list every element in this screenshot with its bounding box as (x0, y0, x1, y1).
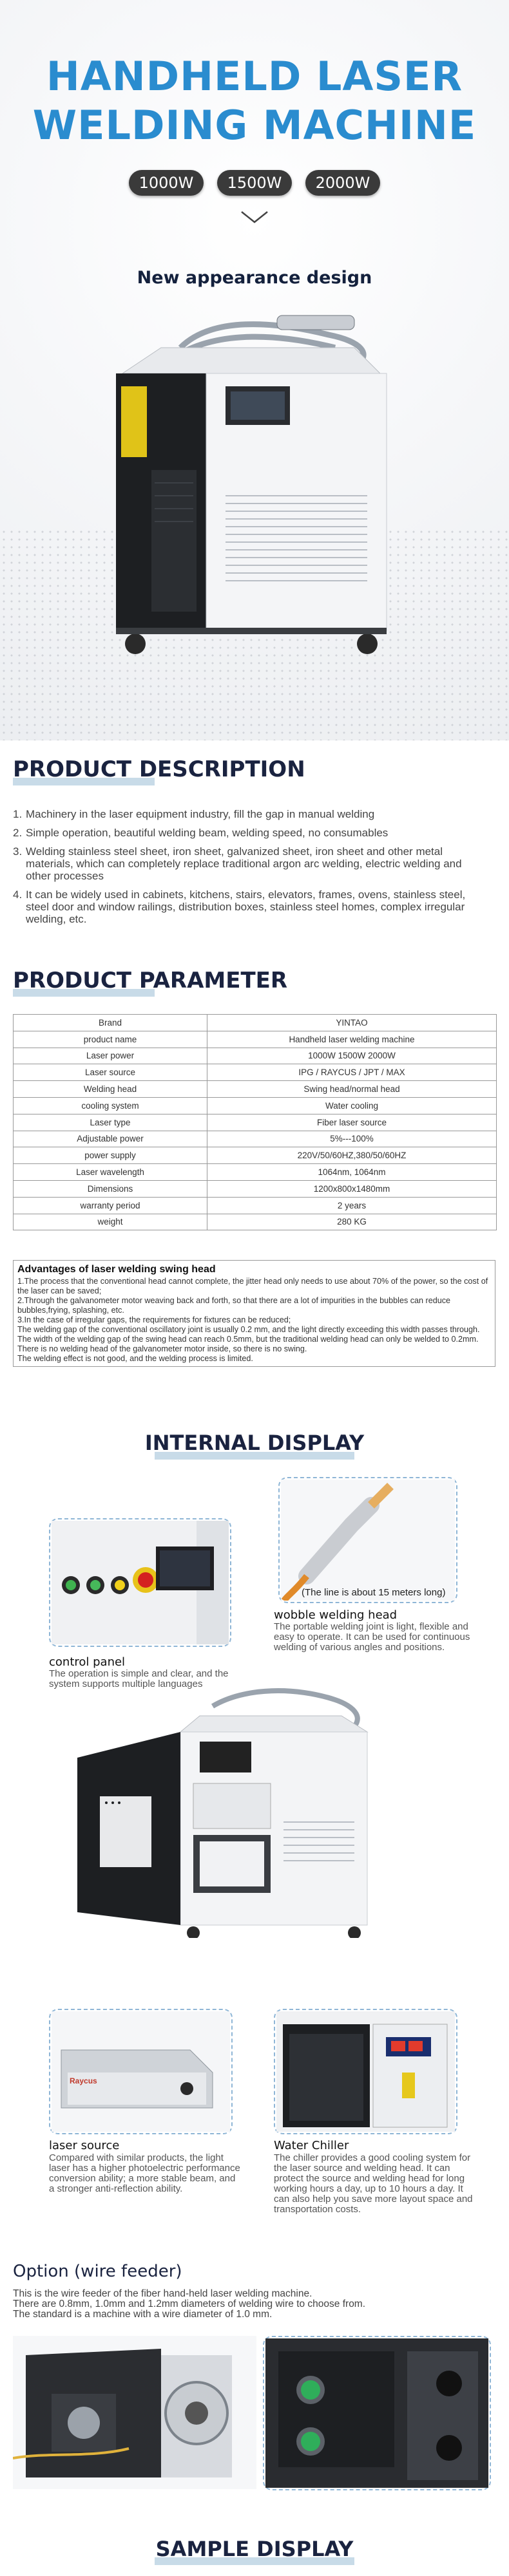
parameter-table (13, 1014, 497, 1230)
hero-title-line1: HANDHELD LASER (46, 53, 463, 100)
advantage-line: The welding effect is not good, and the welding process is limited. (17, 1354, 253, 1363)
control-panel-title: control panel (49, 1655, 126, 1669)
product-description-heading: PRODUCT DESCRIPTION (13, 757, 305, 782)
open-machine-photo (64, 1680, 425, 1938)
raycus-logo: Raycus (70, 2076, 97, 2085)
wire-feeder-photo (13, 2336, 256, 2489)
list-item: 2. Simple operation, beautiful welding beam, welding speed, no consumables (13, 827, 389, 839)
control-panel-text: The operation is simple and clear, and the system supports multiple languages (49, 1668, 229, 1689)
hero-subtitle: New appearance design (137, 268, 372, 288)
product-parameter-heading: PRODUCT PARAMETER (13, 968, 288, 993)
list-item: 3. Welding stainless steel sheet, iron sheet, galvanized sheet, iron sheet and other metal materials, which can completely replace traditional argon arc welding, electric welding and other processes (13, 845, 462, 882)
laser-source-text: Compared with similar products, the light laser has a higher photoelectric performance conversion ability; a more stable beam, and a stronger anti-reflection ability. (49, 2152, 240, 2194)
table-row: cooling system Water cooling (14, 1097, 497, 1114)
advantage-line: 1.The process that the conventional head cannot complete, the jitter head only needs to use about 70% of the power, so the cost of the laser can be saved; (17, 1277, 488, 1295)
welding-torch-photo (281, 1480, 455, 1601)
hero-title-line2: WELDING MACHINE (32, 102, 477, 149)
power-badge-2000: 2000W (305, 170, 380, 196)
advantages-box (13, 1260, 495, 1367)
laser-source-photo (52, 2011, 230, 2132)
table-row: Adjustable power 5%---100% (14, 1131, 497, 1147)
table-row: power supply 220V/50/60HZ,380/50/60HZ (14, 1147, 497, 1164)
welding-machine-illustration (84, 303, 419, 682)
water-chiller-photo (276, 2011, 455, 2132)
table-row: warranty period 2 years (14, 1197, 497, 1214)
control-panel-photo (52, 1521, 229, 1644)
power-badge-1000: 1000W (129, 170, 204, 196)
torch-caption: (The line is about 15 meters long) (302, 1587, 446, 1598)
table-row: weight 280 KG (14, 1214, 497, 1230)
laser-source-title: laser source (49, 2139, 120, 2152)
list-item: 4. It can be widely used in cabinets, kitchens, stairs, elevators, frames, ovens, stainless steel, steel door and window railings, distribution boxes, stainless steel homes, complex irregular welding, etc. (13, 888, 466, 925)
power-badge-1500: 1500W (217, 170, 292, 196)
description-list (13, 808, 490, 932)
table-row: Brand YINTAO (14, 1015, 497, 1031)
advantages-title: Advantages of laser welding swing head (17, 1264, 216, 1275)
wobble-head-text: The portable welding joint is light, flexible and easy to operate. It can be used for continuous welding of various angles and positions. (274, 1621, 470, 1653)
table-row: Welding head Swing head/normal head (14, 1081, 497, 1098)
option-text: This is the wire feeder of the fiber hand-held laser welding machine. There are 0.8mm, 1.0mm and 1.2mm diameters of welding wire to choose from. The standard is a machine with a wire diameter of 1.0 mm. (13, 2288, 366, 2320)
list-item: 1. Machinery in the laser equipment industry, fill the gap in manual welding (13, 808, 375, 820)
advantage-line: The welding gap of the conventional oscillatory joint is usually 0.2 mm, and the light directly exceeding this width passes through. The width of the welding gap of the swing head can reach 0.5mm, but the traditional welding head can only be welded to 0.2mm. There is no welding head of the galvanometer motor inside, so there is no swing. (17, 1325, 480, 1353)
wobble-head-title: wobble welding head (274, 1608, 398, 1622)
water-chiller-title: Water Chiller (274, 2139, 349, 2152)
option-heading: Option (wire feeder) (13, 2262, 182, 2281)
table-row: Laser source IPG / RAYCUS / JPT / MAX (14, 1064, 497, 1081)
advantage-line: 3.In the case of irregular gaps, the requirements for fixtures can be reduced; (17, 1315, 291, 1324)
table-row: Dimensions 1200x800x1480mm (14, 1180, 497, 1197)
table-row: Laser wavelength 1064nm, 1064nm (14, 1164, 497, 1181)
advantage-line: 2.Through the galvanometer motor weaving back and forth, so that there are a lot of impurities in the bubbles can reduce bubbles,frying, splashing, etc. (17, 1296, 451, 1315)
sample-display-heading: SAMPLE DISPLAY (155, 2537, 354, 2561)
chevron-down-icon (240, 210, 269, 224)
table-row: Laser type Fiber laser source (14, 1114, 497, 1131)
table-row: product name Handheld laser welding machine (14, 1031, 497, 1048)
feeder-panel-photo (265, 2338, 488, 2488)
internal-display-heading: INTERNAL DISPLAY (144, 1431, 365, 1455)
water-chiller-text: The chiller provides a good cooling system for the laser source and welding head. It can protect the source and welding head for long working hours a day, up to 10 hours a day. It can also help you save more layout space and transportation costs. (274, 2152, 473, 2215)
table-row: Laser power 1000W 1500W 2000W (14, 1048, 497, 1064)
